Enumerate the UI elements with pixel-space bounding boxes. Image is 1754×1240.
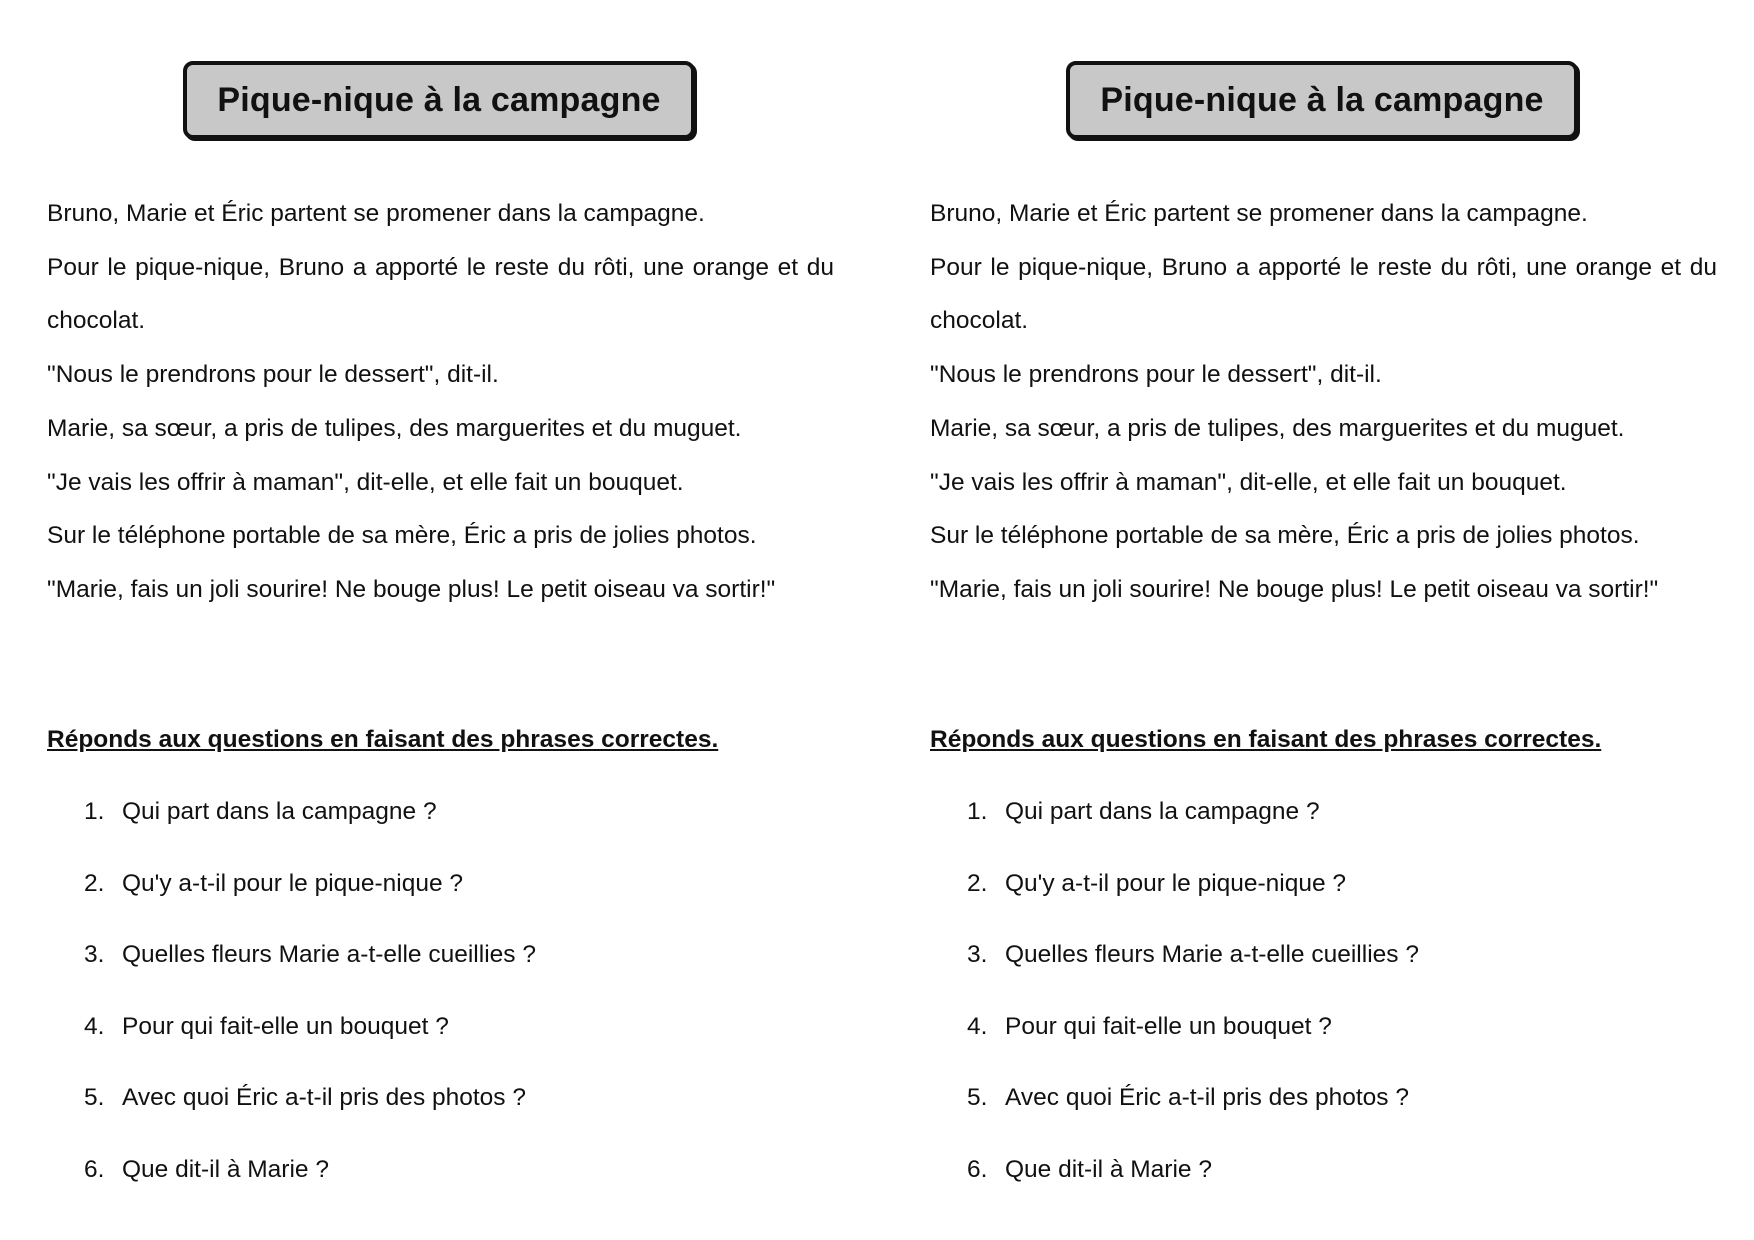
question-text: Qu'y a-t-il pour le pique-nique ? <box>1005 869 1347 897</box>
question-text: Qui part dans la campagne ? <box>1005 798 1320 825</box>
question-number: 1. <box>967 798 988 825</box>
worksheet-title: Pique-nique à la campagne <box>1100 80 1544 119</box>
title-box <box>1066 61 1578 139</box>
question-text: Que dit-il à Marie ? <box>1005 1155 1212 1183</box>
question-number: 6. <box>84 1155 105 1183</box>
question-number: 4. <box>84 1012 105 1040</box>
question-item <box>47 797 807 869</box>
question-item <box>47 940 807 1012</box>
question-item <box>47 1012 807 1084</box>
question-list <box>930 797 1690 1226</box>
question-text: Qui part dans la campagne ? <box>122 798 437 825</box>
story-line: Sur le téléphone portable de sa mère, Éric a pris de jolies photos. <box>930 522 1640 550</box>
question-item <box>930 940 1690 1012</box>
question-item <box>930 797 1690 869</box>
question-number: 3. <box>967 941 988 968</box>
story-line: Sur le téléphone portable de sa mère, Éric a pris de jolies photos. <box>47 522 757 550</box>
story-line: Pour le pique-nique, Bruno a apporté le reste du rôti, une orange et du chocolat. <box>930 253 1717 335</box>
worksheet-right <box>930 0 1720 1240</box>
question-item <box>930 869 1690 941</box>
story-text <box>47 187 834 617</box>
question-number: 3. <box>84 941 105 968</box>
question-number: 6. <box>967 1155 988 1183</box>
title-box <box>183 61 695 139</box>
question-text: Pour qui fait-elle un bouquet ? <box>122 1012 449 1040</box>
story-line: Bruno, Marie et Éric partent se promener dans la campagne. <box>47 200 705 227</box>
story-line: Pour le pique-nique, Bruno a apporté le reste du rôti, une orange et du chocolat. <box>47 253 834 335</box>
question-text: Pour qui fait-elle un bouquet ? <box>1005 1012 1332 1040</box>
question-number: 2. <box>84 869 105 897</box>
story-line: "Nous le prendrons pour le dessert", dit-il. <box>930 361 1382 389</box>
instruction-heading: Réponds aux questions en faisant des phrases correctes. <box>47 726 719 753</box>
question-text: Avec quoi Éric a-t-il pris des photos ? <box>1005 1084 1409 1111</box>
question-number: 4. <box>967 1012 988 1040</box>
story-line: "Je vais les offrir à maman", dit-elle, et elle fait un bouquet. <box>930 468 1567 496</box>
question-list <box>47 797 807 1226</box>
story-line: "Marie, fais un joli sourire! Ne bouge plus! Le petit oiseau va sortir!" <box>47 575 776 603</box>
question-item <box>47 1155 807 1227</box>
story-line: Bruno, Marie et Éric partent se promener dans la campagne. <box>930 200 1588 227</box>
instruction-heading: Réponds aux questions en faisant des phrases correctes. <box>930 726 1602 753</box>
question-number: 2. <box>967 869 988 897</box>
question-item <box>930 1155 1690 1227</box>
question-text: Que dit-il à Marie ? <box>122 1155 329 1183</box>
question-text: Qu'y a-t-il pour le pique-nique ? <box>122 869 464 897</box>
worksheet-left <box>47 0 837 1240</box>
question-item <box>930 1012 1690 1084</box>
story-line: "Nous le prendrons pour le dessert", dit-il. <box>47 361 499 389</box>
story-line: Marie, sa sœur, a pris de tulipes, des marguerites et du muguet. <box>930 414 1625 442</box>
question-number: 5. <box>967 1084 988 1111</box>
question-item <box>47 869 807 941</box>
question-item <box>47 1083 807 1155</box>
question-text: Avec quoi Éric a-t-il pris des photos ? <box>122 1084 526 1111</box>
story-line: Marie, sa sœur, a pris de tulipes, des marguerites et du muguet. <box>47 414 742 442</box>
story-line: "Je vais les offrir à maman", dit-elle, et elle fait un bouquet. <box>47 468 684 496</box>
question-number: 5. <box>84 1084 105 1111</box>
question-text: Quelles fleurs Marie a-t-elle cueillies ? <box>1005 941 1419 968</box>
question-item <box>930 1083 1690 1155</box>
question-text: Quelles fleurs Marie a-t-elle cueillies ? <box>122 941 536 968</box>
story-text <box>930 187 1717 617</box>
question-number: 1. <box>84 798 105 825</box>
story-line: "Marie, fais un joli sourire! Ne bouge plus! Le petit oiseau va sortir!" <box>930 575 1659 603</box>
worksheet-title: Pique-nique à la campagne <box>217 80 661 119</box>
